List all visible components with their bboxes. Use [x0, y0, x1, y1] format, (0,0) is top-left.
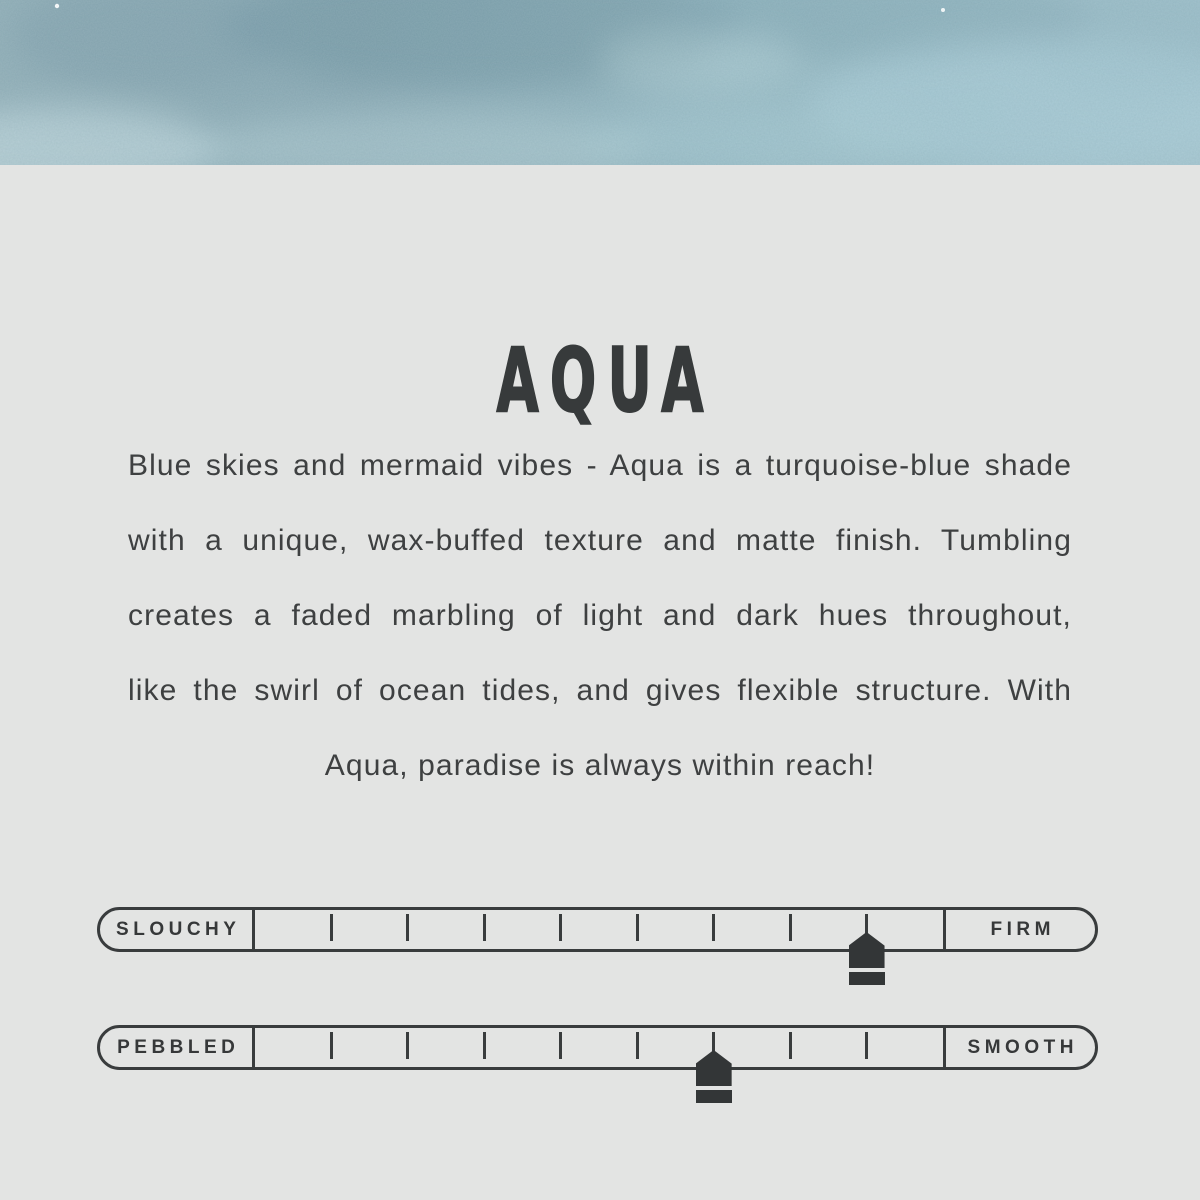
tick-mark	[406, 1032, 409, 1059]
tick-mark	[559, 914, 562, 941]
slider-marker-base	[696, 1090, 732, 1103]
slider-marker	[849, 910, 885, 990]
tick-mark	[789, 914, 792, 941]
tick-mark	[483, 1032, 486, 1059]
slider-left-label: SLOUCHY	[116, 918, 241, 940]
tick-mark	[865, 1032, 868, 1059]
slider-left-divider	[252, 910, 255, 949]
slider-firmness	[97, 907, 1098, 952]
tick-mark	[330, 914, 333, 941]
description-line: Aqua, paradise is always within reach!	[324, 749, 876, 782]
description-line: creates a faded marbling of light and dark hues throughout,	[128, 599, 1072, 632]
tick-mark	[712, 914, 715, 941]
leather-texture-swatch	[0, 0, 1200, 165]
slider-marker	[696, 1028, 732, 1108]
slider-right-label: SMOOTH	[967, 1036, 1078, 1058]
leather-texture-image	[0, 0, 1200, 165]
description-line: like the swirl of ocean tides, and gives flexible structure. With	[128, 674, 1072, 707]
tick-mark	[559, 1032, 562, 1059]
tick-mark	[406, 914, 409, 941]
tick-mark	[636, 1032, 639, 1059]
slider-right-divider	[943, 1028, 946, 1067]
slider-marker-pointer	[849, 932, 885, 968]
tick-mark	[636, 914, 639, 941]
slider-right-label: FIRM	[990, 918, 1055, 940]
slider-marker-pointer	[696, 1050, 732, 1086]
tick-mark	[330, 1032, 333, 1059]
tick-mark	[789, 1032, 792, 1059]
color-title: AQUA	[496, 328, 715, 432]
description-line: with a unique, wax-buffed texture and matte finish. Tumbling	[128, 524, 1072, 557]
description-line: Blue skies and mermaid vibes - Aqua is a turquoise-blue shade	[128, 449, 1072, 482]
slider-left-label: PEBBLED	[117, 1036, 240, 1058]
color-description	[128, 428, 1072, 803]
slider-right-divider	[943, 910, 946, 949]
tick-mark	[483, 914, 486, 941]
slider-marker-base	[849, 972, 885, 985]
slider-texture	[97, 1025, 1098, 1070]
slider-left-divider	[252, 1028, 255, 1067]
